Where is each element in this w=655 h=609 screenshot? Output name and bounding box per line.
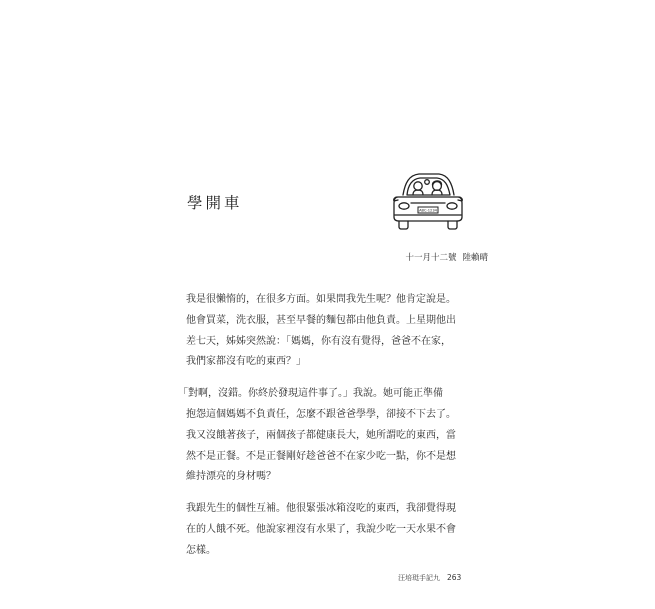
page-number: 263 bbox=[447, 573, 462, 582]
text-line: 他會買菜，洗衣服，甚至早餐的麵包都由他負責。上星期他出 bbox=[186, 314, 456, 326]
text-line: 差七天，姊姊突然說：「媽媽，你有沒有覺得，爸爸不在家， bbox=[186, 335, 451, 347]
text-line: 我跟先生的個性互補。他很緊張冰箱沒吃的東西，我卻覺得現 bbox=[186, 503, 456, 515]
chapter-title: 學開車 bbox=[187, 194, 243, 212]
text-line: 維持漂亮的身材嗎？ bbox=[186, 471, 276, 483]
byline-date: 十一月十二號 bbox=[405, 253, 457, 263]
paragraph-2 bbox=[178, 384, 486, 488]
paragraph-3 bbox=[186, 499, 486, 561]
byline bbox=[370, 251, 488, 263]
text-line: 我是很懶惰的，在很多方面。如果問我先生呢？他肯定說是。 bbox=[186, 294, 456, 305]
article-body bbox=[178, 290, 486, 573]
text-line: 我又沒餓著孩子，兩個孩子都健康長大，她所謂吃的東西，當 bbox=[186, 429, 456, 441]
text-line: 怎樣。 bbox=[186, 544, 216, 556]
paragraph-1 bbox=[186, 290, 486, 373]
byline-author: 陸賴晴 bbox=[462, 253, 488, 263]
page-footer bbox=[398, 573, 461, 583]
text-line: 在的人餓不死。他說家裡沒有水果了，我說少吃一天水果不會 bbox=[186, 523, 456, 535]
text-line: 我們家都沒有吃的東西？」 bbox=[186, 356, 306, 368]
text-line: 然不是正餐。不是正餐剛好趁爸爸不在家少吃一點，你不是想 bbox=[186, 450, 456, 462]
car-with-family-icon bbox=[389, 169, 467, 231]
book-title: 汪培珽手記九 bbox=[398, 574, 440, 582]
text-line: 「對啊，沒錯。你終於發現這件事了。」我說。她可能正準備 bbox=[178, 388, 443, 400]
text-line: 抱怨這個媽媽不負責任，怎麼不跟爸爸學學，卻接不下去了。 bbox=[186, 408, 456, 420]
license-plate: ABC-1234 bbox=[419, 208, 437, 213]
